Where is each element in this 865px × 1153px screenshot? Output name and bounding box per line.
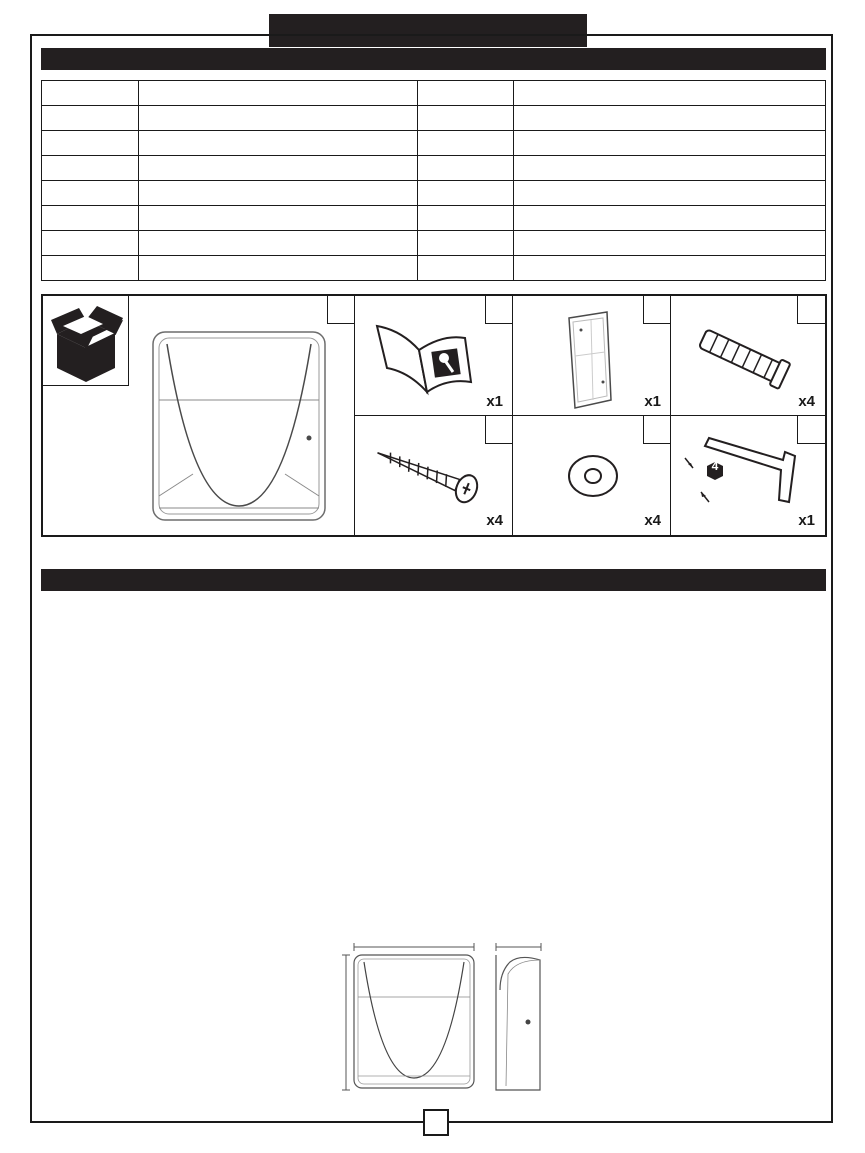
part-cell-washer [512, 415, 671, 535]
section-header-bar-specifications [41, 48, 826, 70]
specifications-table [41, 80, 826, 281]
table-cell [514, 181, 826, 206]
table-cell [514, 81, 826, 106]
table-cell [418, 231, 514, 256]
table-cell [139, 81, 418, 106]
table-cell [418, 131, 514, 156]
table-cell [514, 256, 826, 281]
table-row [42, 231, 826, 256]
table-cell [42, 181, 139, 206]
table-cell [42, 206, 139, 231]
table-cell [514, 131, 826, 156]
part-cell-hex-key [670, 415, 825, 535]
table-cell [42, 131, 139, 156]
table-cell [42, 156, 139, 181]
table-cell [139, 106, 418, 131]
quantity-label: x1 [798, 512, 815, 529]
table-row [42, 81, 826, 106]
table-row [42, 206, 826, 231]
table-cell [139, 156, 418, 181]
part-cell-screw [354, 415, 513, 535]
table-cell [514, 156, 826, 181]
quantity-label: x4 [644, 512, 661, 529]
table-cell [139, 206, 418, 231]
table-row [42, 181, 826, 206]
quantity-label: x4 [486, 512, 503, 529]
part-cell-manual [354, 296, 513, 416]
table-cell [418, 256, 514, 281]
table-cell [42, 256, 139, 281]
table-row [42, 256, 826, 281]
hex-size-label: 4 [711, 459, 719, 473]
part-cell-dispenser [43, 296, 355, 535]
table-cell [514, 106, 826, 131]
table-cell [418, 181, 514, 206]
table-cell [139, 131, 418, 156]
table-cell [418, 106, 514, 131]
table-cell [42, 231, 139, 256]
dispenser-illustration [43, 296, 355, 535]
table-row [42, 156, 826, 181]
table-cell [418, 81, 514, 106]
quantity-label: x4 [798, 393, 815, 410]
table-row [42, 106, 826, 131]
quantity-label: x1 [486, 393, 503, 410]
table-cell [418, 156, 514, 181]
page-number-box [423, 1109, 449, 1136]
table-cell [42, 81, 139, 106]
part-cell-template [512, 296, 671, 416]
section-header-bar-dimensions [41, 569, 826, 591]
table-cell [418, 206, 514, 231]
table-cell [139, 181, 418, 206]
table-cell [514, 206, 826, 231]
table-cell [139, 231, 418, 256]
table-cell [514, 231, 826, 256]
quantity-label: x1 [644, 393, 661, 410]
parts-grid [41, 294, 827, 537]
table-cell [42, 106, 139, 131]
table-cell [139, 256, 418, 281]
table-row [42, 131, 826, 156]
part-cell-anchor [670, 296, 825, 416]
